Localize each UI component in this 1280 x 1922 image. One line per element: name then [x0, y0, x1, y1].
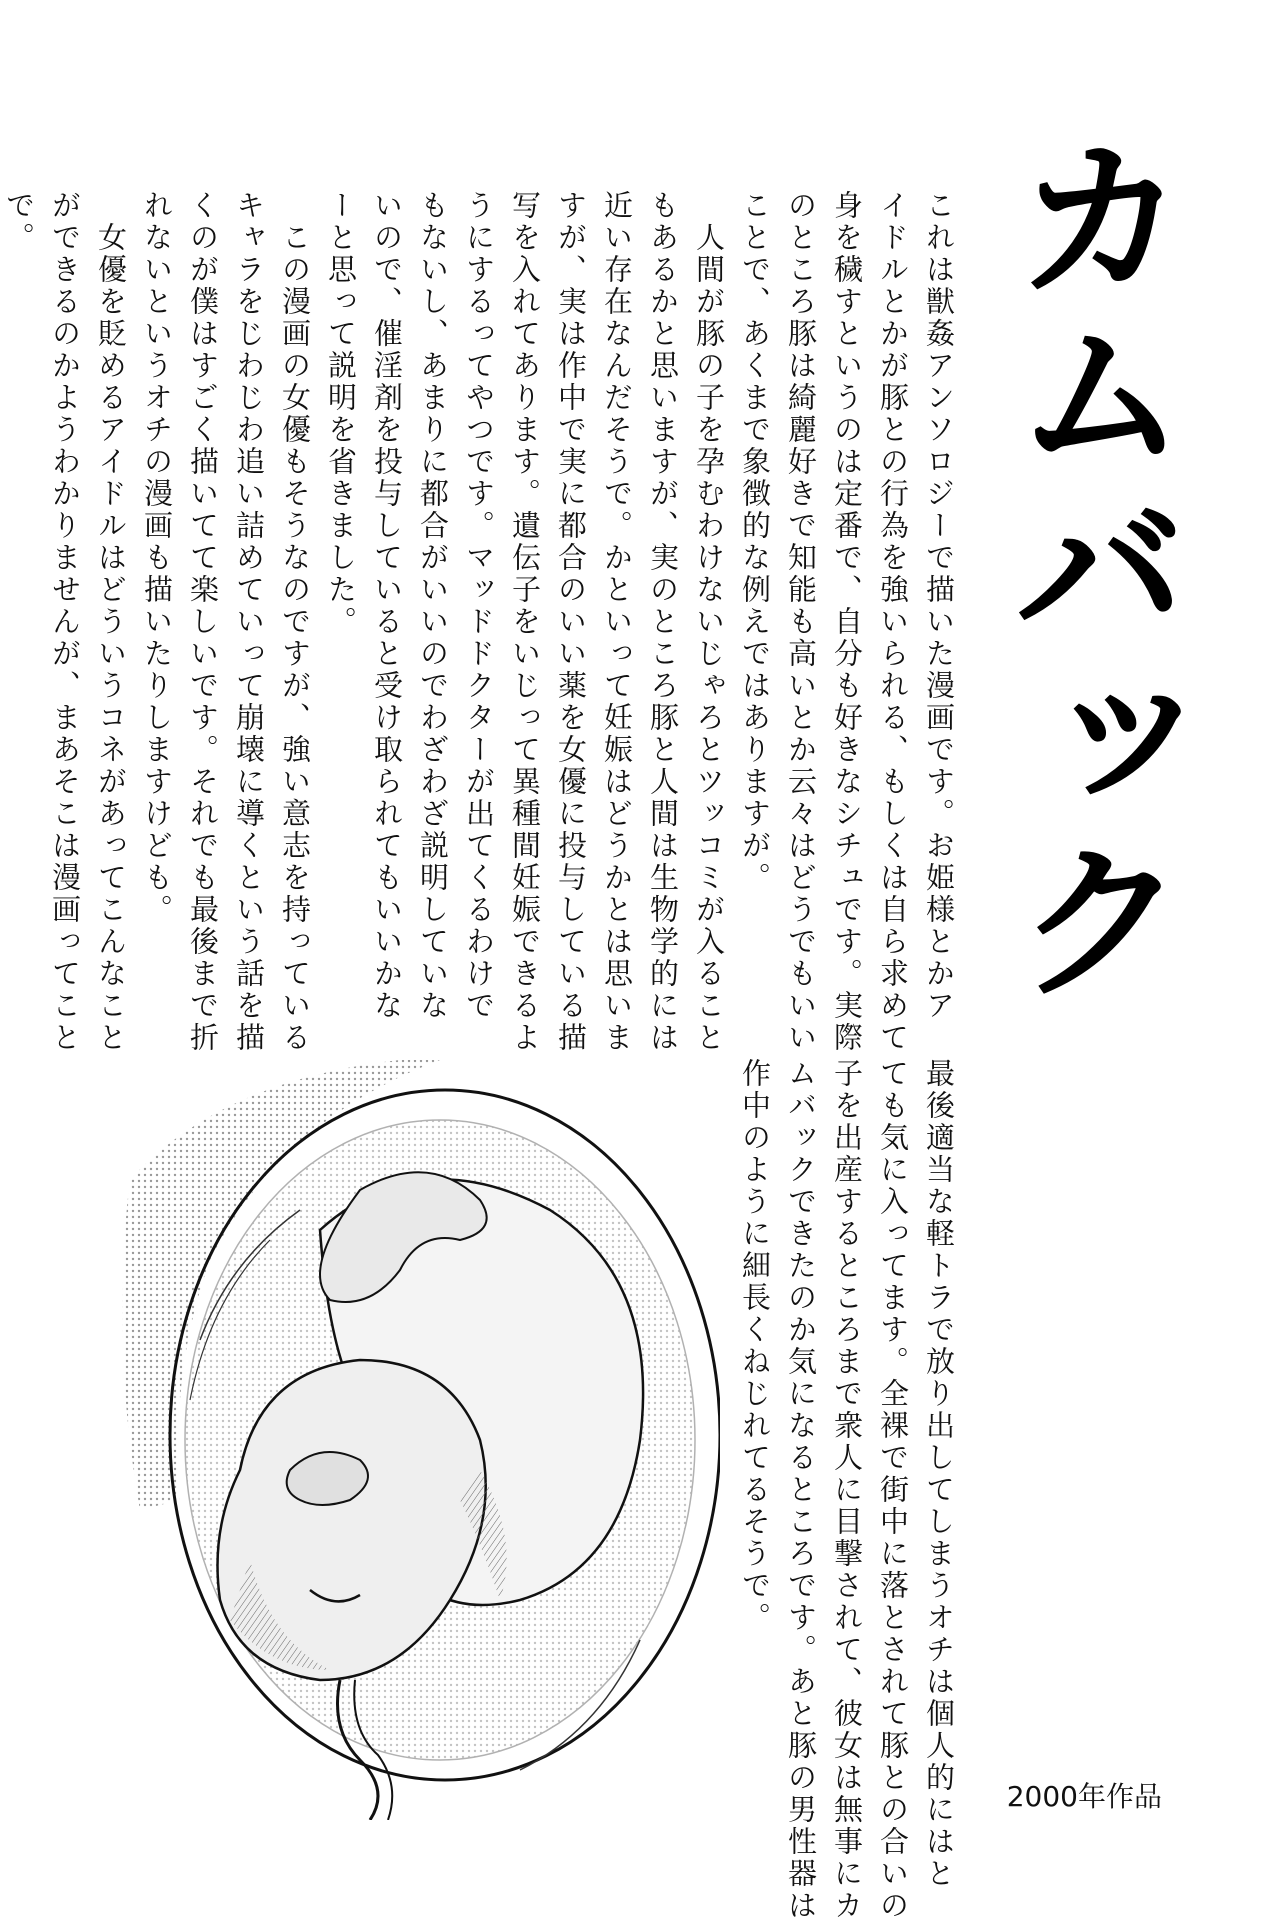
page-title: カムバック — [981, 130, 1189, 1010]
afterword-lower-text: 最後適当な軽トラで放り出してしまうオチは個人的にはと ても気に入ってます。全裸で街中に落とされて豚との合いの 子を出産するところまで衆人に目撃されて、彼女は無事にカ ムバックできたのか気になるところです。あと豚の男性器は 作中のように細長くねじれてるそうで。 — [738, 1058, 956, 1922]
afterword-upper-text: これは獣姦アンソロジーで描いた漫画です。お姫様とかア イドルとかが豚との行為を強いられる、もしくは自ら求めて 身を穢すというのは定番で、自分も好きなシチュです。実際 のところ豚は綺麗好きで知能も高いとか云々はどうでもいい ことで、あくまで象徴的な例えではありますが。 人間が豚の子を孕むわけないじゃろとツッコミが入ること もあるかと思いますが、実のところ豚と人間は生物学的には 近い存在なんだそうで。かといって妊娠はどうかとは思いま すが、実は作中で実に都合のいい薬を女優に投与している描 写を入れてあります。遺伝子をいじって異種間妊娠できるよ うにするってやつです。マッドドクターが出てくるわけで もないし、あまりに都合がいいのでわざわざ説明していな いので、催淫剤を投与していると受け取られてもいいかな ーと思って説明を省きました。 この漫画の女優もそうなのですが、強い意志を持っている キャラをじわじわ追い詰めていって崩壊に導くという話を描 くのが僕はすごく描いてて楽しいです。それでも最後まで折 れないというオチの漫画も描いたりしますけども。 女優を貶めるアイドルはどういうコネがあってこんなこと ができるのかようわかりませんが、まあそこは漫画ってこと で。 — [2, 190, 956, 1054]
fetus-illustration — [100, 1040, 720, 1820]
year-note: 2000年作品 — [1006, 1780, 1162, 1813]
